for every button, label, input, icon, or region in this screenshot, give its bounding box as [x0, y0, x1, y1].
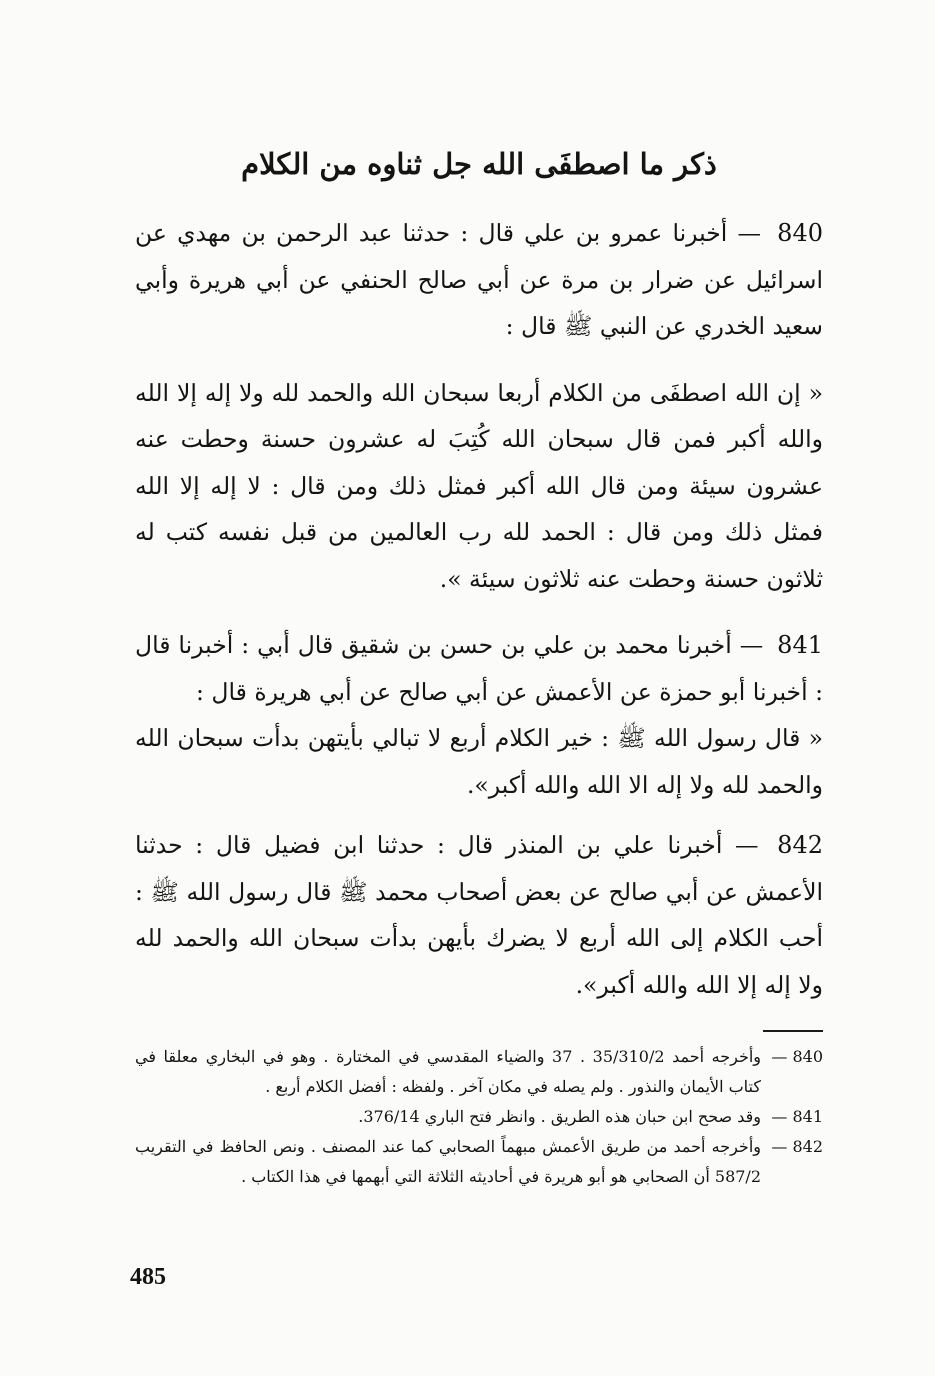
footnote-text: وقد صحح ابن حبان هذه الطريق . وانظر فتح الباري 376/14. — [358, 1107, 761, 1126]
hadith-841-matn: « قال رسول الله ﷺ : خير الكلام أربع لا تبالي بأيتهن بدأت سبحان الله والحمد لله ولا إله الا الله والله أكبر». — [135, 724, 823, 799]
hadith-number: 841 — [777, 631, 823, 659]
footnote-number: 842 — — [771, 1137, 823, 1156]
hadith-isnad-text: — أخبرنا محمد بن علي بن حسن بن شقيق قال أبي : أخبرنا قال : أخبرنا أبو حمزة عن الأعمش عن أبي صالح عن أبي هريرة قال : — [135, 631, 823, 706]
page-content — [135, 140, 823, 1192]
footnote-number: 840 — — [771, 1047, 823, 1066]
hadith-number: 842 — [777, 831, 823, 859]
footnote-item — [135, 1132, 823, 1192]
footnotes — [135, 1042, 823, 1192]
footnote-item — [135, 1042, 823, 1102]
footnote-text: وأخرجه أحمد 35/310/2 . 37 والضياء المقدسي في المختارة . وهو في البخاري معلقا في كتاب الأيمان والنذور . ولم يصله في مكان آخر . ولفظه : أفضل الكلام أربع . — [135, 1047, 762, 1096]
footnote-number: 841 — — [771, 1107, 823, 1126]
hadith-840-matn: « إن الله اصطفَى من الكلام أربعا سبحان الله والحمد لله ولا إله إلا الله والله أكبر فمن قال سبحان الله كُتِبَ له عشرون حسنة وحطت عنه عشرون سيئة ومن قال الله أكبر فمثل ذلك ومن قال : لا إله إلا الله فمثل ذلك ومن قال : الحمد لله رب العالمين من قبل نفسه كتب له ثلاثون حسنة وحطت عنه ثلاثون سيئة ». — [135, 378, 823, 593]
hadith-842-text — [135, 822, 823, 1008]
footnote-text: وأخرجه أحمد من طريق الأعمش مبهماً الصحابي كما عند المصنف . ونص الحافظ في التقريب 587/2 أن الصحابي هو أبو هريرة في أحاديثه الثلاثة التي أبهمها في هذا الكتاب . — [135, 1137, 761, 1186]
hadith-isnad-text: — أخبرنا عمرو بن علي قال : حدثنا عبد الرحمن بن مهدي عن اسرائيل عن ضرار بن مرة عن أبي صالح الحنفي عن أبي هريرة وأبي سعيد الخدري عن النبي ﷺ قال : — [135, 219, 823, 340]
hadith-isnad-text: — أخبرنا علي بن المنذر قال : حدثنا ابن فضيل قال : حدثنا الأعمش عن أبي صالح عن بعض أصحاب محمد ﷺ قال رسول الله ﷺ : أحب الكلام إلى الله أربع لا يضرك بأيهن بدأت سبحان الله والحمد لله ولا إله إلا الله والله أكبر». — [135, 831, 823, 999]
hadith-number: 840 — [777, 219, 823, 247]
chapter-title: ذكر ما اصطفَى الله جل ثناوه من الكلام — [241, 147, 717, 181]
page-number: 485 — [130, 1264, 166, 1290]
footnote-item — [135, 1102, 823, 1132]
footnote-separator — [135, 1030, 823, 1032]
hadith-841-isnad — [135, 622, 823, 715]
hadith-840-isnad — [135, 210, 823, 350]
